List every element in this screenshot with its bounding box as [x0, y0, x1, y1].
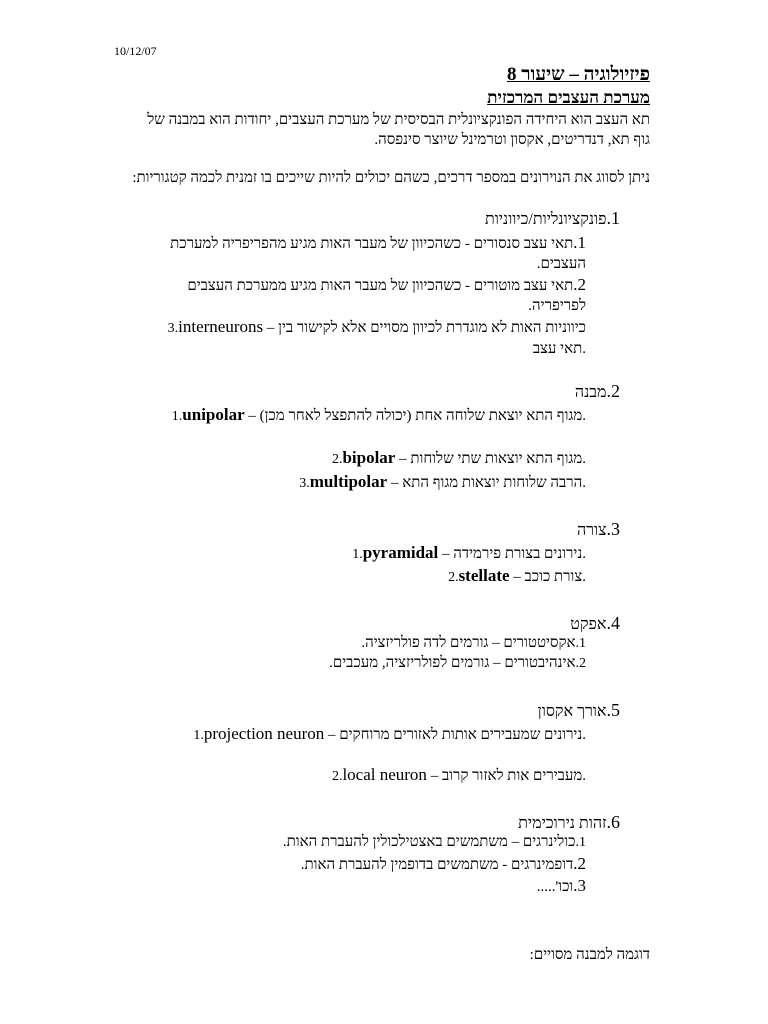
- list-item: 1.pyramidal – נירונים בצורת פירמידה.: [352, 543, 586, 562]
- list-item: 2.bipolar – מגוף התא יוצאות שתי שלוחות.: [331, 448, 586, 467]
- category-number: 1.: [606, 208, 620, 228]
- list-item: 3.multipolar – הרבה שלוחות יוצאות מגוף התא.: [299, 472, 586, 491]
- list-item: 1.תאי עצב סנסורים - כשהכיוון של מעבר האות מגיע מהפריפריה למערכת העצבים.: [170, 233, 586, 272]
- classification-paragraph: ניתן לסווג את הנוירונים במספר דרכים, כשהם יכולים להיות שייכים בו זמנית לכמה קטגוריות:: [132, 170, 650, 186]
- page-subtitle: מערכת העצבים המרכזית: [487, 88, 650, 107]
- page-title: פיזיולוגיה – שיעור 8: [506, 64, 650, 85]
- category-functional: [485, 208, 620, 230]
- list-item: 2.תאי עצב מוטורים - כשהכיוון של מעבר האות מגיע ממערכת העצבים לפריפריה.: [187, 275, 586, 314]
- category-label: פונקציונליות/כיווניות: [484, 211, 607, 228]
- footer-note: דוגמה למבנה מסויים:: [529, 947, 650, 963]
- list-item: 2.stellate – צורת כוכב.: [448, 566, 586, 585]
- category-effect: 4.אפקט: [570, 613, 620, 633]
- list-item: 1.אקסיטטורים – גורמים לדה פולריזציה.: [361, 635, 586, 651]
- list-item: 1.unipolar – מגוף התא יוצאת שלוחה אחת (יכולה להתפצל לאחר מכן).: [171, 405, 586, 424]
- category-shape: 3.צורה: [576, 519, 620, 539]
- list-item: 2.local neuron – מעבירים אות לאזור קרוב.: [331, 765, 586, 784]
- category-neurochemical: 6.זהות נירוכימית: [518, 812, 620, 832]
- list-item: 2.אינהיבטורים – גורמים לפולריזציה, מעכבים.: [329, 655, 586, 671]
- list-item: 1.כולינרגים – משתמשים באצטילכולין להעברת האות.: [282, 834, 586, 850]
- list-item: 3.וכו'.....: [536, 876, 586, 895]
- list-item: 3.interneurons – כיווניות האות לא מוגדרת לכיוון מסויים אלא לקישור בין תאי עצב.: [167, 317, 586, 357]
- category-structure: 2.מבנה: [574, 381, 620, 401]
- list-item: 1.projection neuron – נירונים שמעבירים אותות לאזורים מרוחקים.: [193, 724, 586, 743]
- intro-paragraph: תא העצב הוא היחידה הפונקציונלית הבסיסית של מערכת העצבים, יחודות הוא במבנה של גוף תא, דנדריטים, אקסון וטרמינל שיוצר סינפסה.: [147, 112, 650, 148]
- list-item: 2.דופמינרגים - משתמשים בדופמין להעברת האות.: [300, 854, 586, 873]
- document-date: 10/12/07: [114, 44, 157, 58]
- category-axon-length: 5.אורך אקסון: [537, 700, 620, 720]
